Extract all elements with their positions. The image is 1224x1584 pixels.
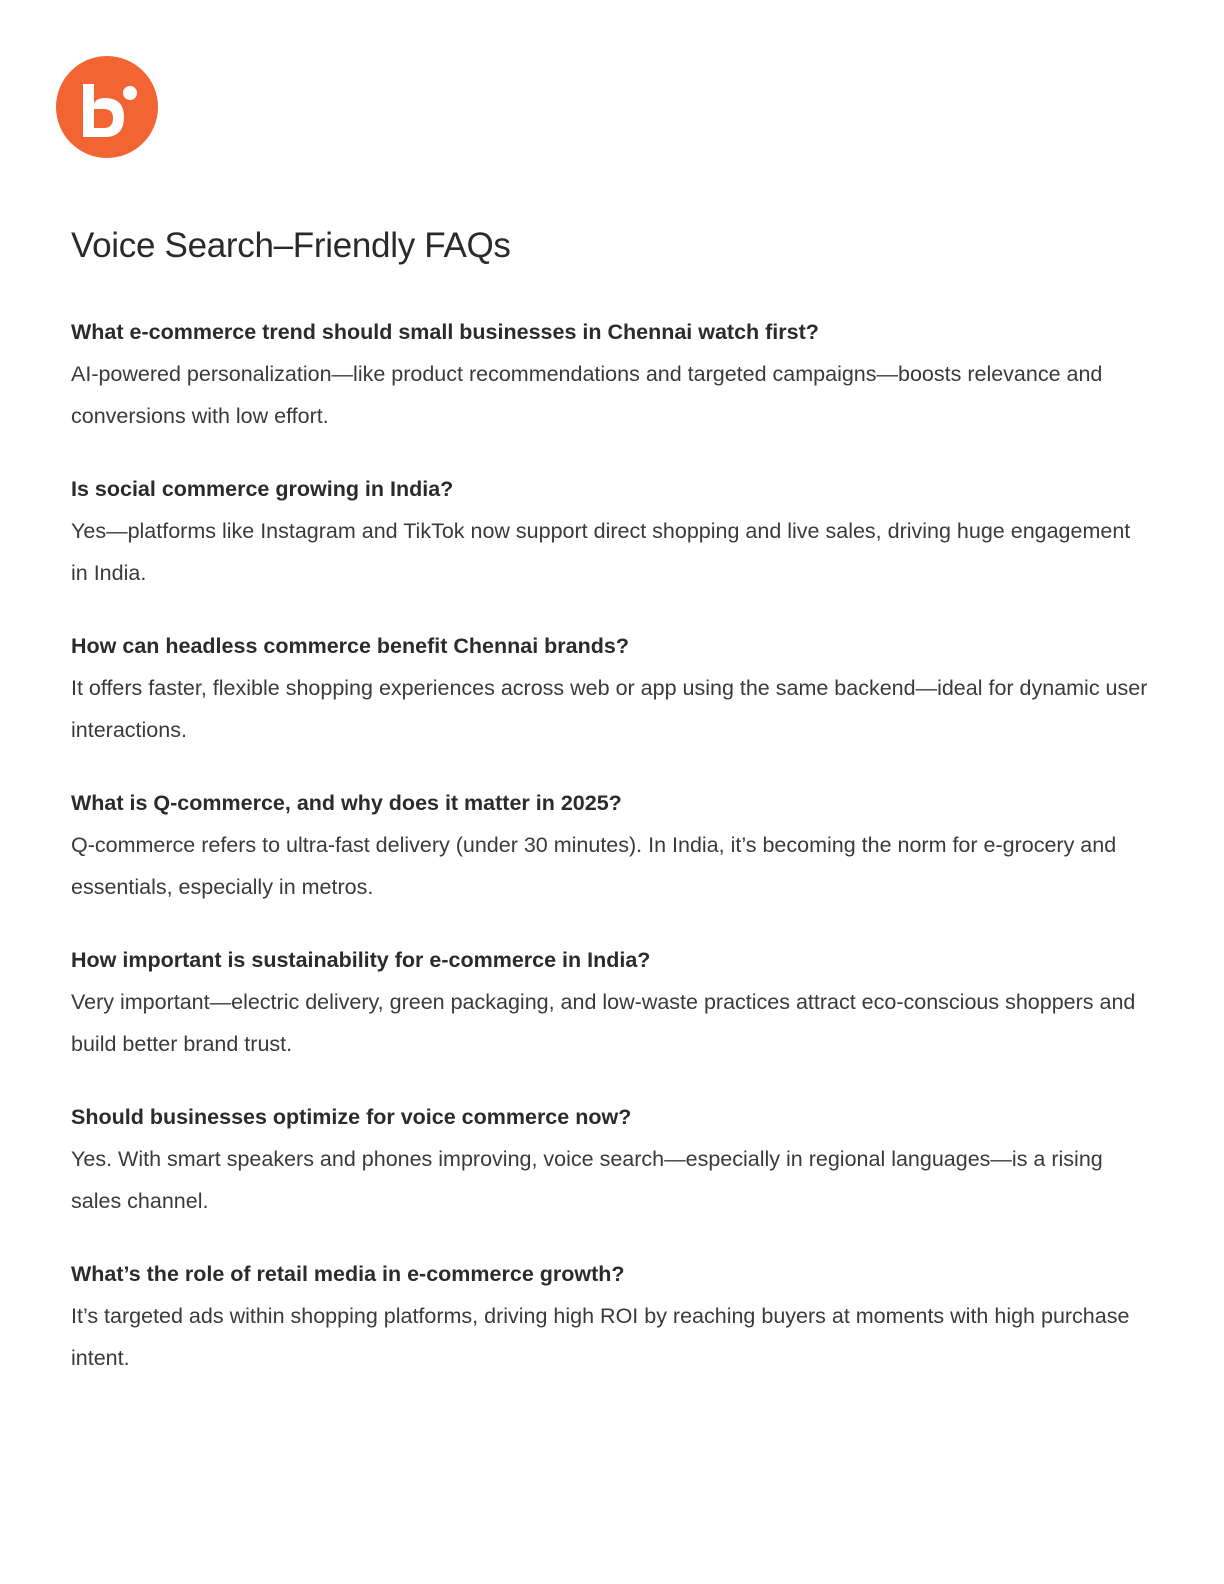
- faq-list: [71, 314, 1151, 1413]
- faq-answer: It offers faster, flexible shopping experiences across web or app using the same backend—ideal for dynamic user interactions.: [71, 676, 1148, 742]
- faq-item: [71, 1256, 1151, 1413]
- faq-item: [71, 628, 1151, 785]
- b-dot-logo-icon: [56, 56, 158, 158]
- brand-logo: [56, 56, 158, 158]
- faq-question: How can headless commerce benefit Chennai brands?: [71, 634, 629, 658]
- faq-answer: Very important—electric delivery, green packaging, and low-waste practices attract eco-conscious shoppers and build better brand trust.: [71, 990, 1136, 1056]
- faq-answer: Q-commerce refers to ultra-fast delivery (under 30 minutes). In India, it’s becoming the norm for e-grocery and essentials, especially in metros.: [71, 833, 1117, 899]
- faq-question: Should businesses optimize for voice commerce now?: [71, 1105, 632, 1129]
- faq-question: What’s the role of retail media in e-commerce growth?: [71, 1262, 625, 1286]
- faq-question: What is Q-commerce, and why does it matter in 2025?: [71, 791, 622, 815]
- faq-answer: Yes—platforms like Instagram and TikTok now support direct shopping and live sales, driving huge engagement in India.: [71, 519, 1131, 585]
- page-title: Voice Search–Friendly FAQs: [71, 226, 511, 265]
- faq-answer: AI-powered personalization—like product recommendations and targeted campaigns—boosts relevance and conversions with low effort.: [71, 362, 1103, 428]
- faq-item: [71, 1099, 1151, 1256]
- faq-question: How important is sustainability for e-commerce in India?: [71, 948, 651, 972]
- faq-item: [71, 942, 1151, 1099]
- faq-answer: It’s targeted ads within shopping platforms, driving high ROI by reaching buyers at moments with high purchase intent.: [71, 1304, 1130, 1370]
- faq-answer: Yes. With smart speakers and phones improving, voice search—especially in regional languages—is a rising sales channel.: [71, 1147, 1103, 1213]
- faq-question: What e-commerce trend should small businesses in Chennai watch first?: [71, 320, 819, 344]
- faq-question: Is social commerce growing in India?: [71, 477, 454, 501]
- faq-item: [71, 785, 1151, 942]
- faq-item: [71, 314, 1151, 471]
- faq-item: [71, 471, 1151, 628]
